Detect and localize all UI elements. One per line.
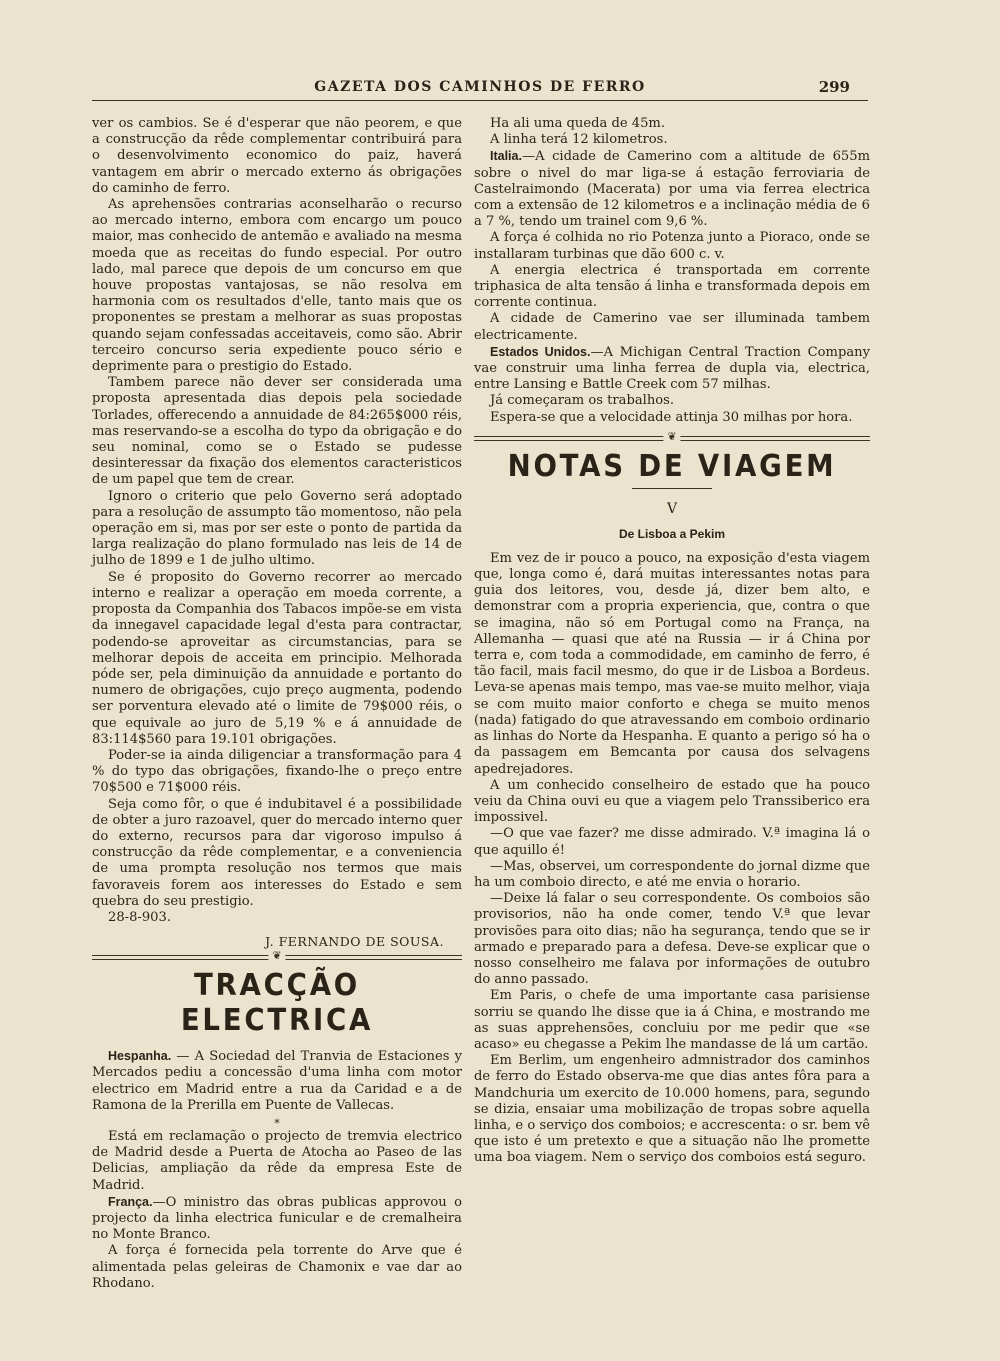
country-label: Estados Unidos.: [490, 344, 591, 359]
section-notas: [474, 429, 870, 489]
article-date: 28-8-903.: [108, 909, 171, 925]
paragraph: Tambem parece não dever ser considerada uma proposta apresentada dias depois pela sociedade Torlades, offerecendo a annuidade de 84:265$000 réis, mas reservando-se a escolha do typo da obrigação e do seu nominal, como se o Estado se pudesse desinteressar da fixação dos elementos caracteristicos de um papel que tem de crear.: [92, 375, 462, 488]
section-title: NOTAS DE VIAGEM: [507, 448, 837, 484]
paragraph: A linha terá 12 kilometros.: [490, 132, 668, 148]
paragraph: Ignoro o criterio que pelo Governo será adoptado para a resolução de assumpto tão momentoso, não pela operação em si, mas por ser este o ponto de partida da larga realização do plano formulado nas leis de 14 de julho de 1899 e 1 de julho ultimo.: [92, 488, 462, 569]
paragraph-text: —A Michigan Central Traction Company vae construir uma linha ferrea de dupla via, electrica, entre Lansing e Battle Creek com 57 milhas.: [474, 344, 870, 393]
paragraph-text: — A Sociedad del Tranvia de Estaciones y Mercados pediu a concessão d'uma linha com motor electrico em Madrid entre a rua da Caridad e a de Ramona de la Prerilla em Puente de Vallecas.: [92, 1049, 462, 1113]
paragraph: Em vez de ir pouco a pouco, na exposição d'esta viagem que, longa como é, dará muitas interessantes notas para guia dos leitores, vou, desde já, dizer bem alto, e demonstrar com a propria experiencia, que, contra o que se imagina, não só em Portugal como na França, na Allemanha — quasi que até na Russia — ir á China por terra e, com toda a commodidade, em caminho de ferro, é tão facil, mais facil mesmo, do que ir de Lisboa a Bordeus. Leva-se apenas mais tempo, mas vae-se muito melhor, viaja se com muito maior conforto e chega se muito menos (nada) fatigado do que atravessando em comboio ordinario as linhas do Norte da Hespanha. E quanto a perigo só ha o da passagem em Bemcanta por causa dos selvagens apedrejadores.: [474, 550, 870, 777]
paragraph: A força é colhida no rio Potenza junto a Pioraco, onde se installaram turbinas que dão 600 c. v.: [474, 230, 870, 262]
left-column: [92, 116, 462, 1292]
paragraph: A força é fornecida pela torrente do Arve que é alimentada pelas geleiras de Chamonix e vae dar ao Rhodano.: [92, 1243, 462, 1291]
paragraph: A energia electrica é transportada em corrente triphasica de alta tensão á linha e transformada depois em corrente continua.: [474, 262, 870, 311]
paragraph: —Mas, observei, um correspondente do jornal dizme que ha um comboio directo, e até me envia o horario.: [474, 858, 870, 890]
section-tracção: [92, 949, 462, 1039]
paragraph: A cidade de Camerino vae ser illuminada tambem electricamente.: [474, 311, 870, 343]
paragraph: Em Paris, o chefe de uma importante casa parisiense sorriu se quando lhe disse que ia á China, e mostrando me as suas apprehensões, concluiu por me pedir que «se acaso» eu chegasse a Pekim lhe mandasse de lá um cartão.: [474, 988, 870, 1052]
short-rule: [632, 488, 712, 489]
right-column: [474, 116, 870, 1167]
paragraph: Em Berlim, um engenheiro admnistrador dos caminhos de ferro do Estado observa-me que dias antes fôra para a Mandchuria um exercito de 10.000 homens, para, segundo se dizia, ensaiar uma mobilização de tropas sobre aquella linha, e o serviço dos comboios; e accrescenta: o sr. bem vê que isto é um pretexto e que a situação não lhe promette uma boa viagem. Nem o serviço dos comboios está seguro.: [474, 1053, 870, 1166]
paragraph-text: —O ministro das obras publicas approvou o projecto da linha electrica funicular e de cremalheira no Monte Branco.: [92, 1194, 462, 1243]
chapter-number: V: [666, 500, 678, 517]
page-number: 299: [818, 78, 850, 96]
country-label: Hespanha.: [108, 1049, 172, 1064]
paragraph-hespanha: [92, 1048, 462, 1114]
country-label: França.: [108, 1194, 153, 1209]
country-label: Italia.: [490, 149, 522, 164]
ornament-icon: ❦: [268, 949, 285, 962]
paragraph-franca: [92, 1194, 462, 1244]
paragraph: Poder-se ia ainda diligenciar a transformação para 4 % do typo das obrigações, fixando-lhe o preço entre 70$500 e 71$000 réis.: [92, 747, 462, 796]
header-title: GAZETA DOS CAMINHOS DE FERRO: [314, 79, 646, 95]
paragraph: Seja como fôr, o que é indubitavel é a possibilidade de obter a juro razoavel, quer do mercado interno quer do externo, recursos para dar vigoroso impulso á construcção da rêde complementar, e a conveniencia de uma prompta resolução nos termos que mais favoraveis forem aos interesses do Estado e sem quebra do seu prestigio.: [92, 796, 462, 909]
paragraph: —O que vae fazer? me disse admirado. V.ª imagina lá o que aquillo é!: [474, 826, 870, 858]
paragraph: ver os cambios. Se é d'esperar que não peorem, e que a construcção da rêde complementar contribuirá para o desenvolvimento economico do paiz, haverá vantagem em abrir o mercado externo ás obrigações do caminho de ferro.: [92, 116, 462, 196]
paragraph-estados-unidos: [474, 344, 870, 394]
paragraph: Já começaram os trabalhos.: [490, 393, 675, 409]
separator-star: *: [274, 1116, 280, 1130]
article-subtitle: De Lisboa a Pekim: [618, 526, 726, 541]
paragraph-text: —A cidade de Camerino com a altitude de 655m sobre o nivel do mar liga-se á estação ferroviaria de Castelraimondo (Macerata) por uma via ferrea electrica com a extensão de 12 kilometros e a inclinação média de 6 a 7 %, tendo um trainel com 9,6 %.: [474, 149, 870, 230]
paragraph: Se é proposito do Governo recorrer ao mercado interno e realizar a operação em moeda corrente, a proposta da Companhia dos Tabacos impõe-se em vista da innegavel capacidade legal d'esta para contractar, podendo-se aproveitar as circumstancias, para se melhorar depois de acceita em principio. Melhorada póde ser, pela diminuição da annuidade e portanto do numero de obrigações, cujo preço augmenta, podendo ser porventura elevado até o limite de 79$000 réis, o que equivale ao juro de 5,19 % e á annuidade de 83:114$560 para 19.101 obrigações.: [92, 569, 462, 747]
ornament-icon: ❦: [663, 430, 680, 443]
section-title: TRACÇÃO ELECTRICA: [180, 968, 374, 1039]
paragraph: —Deixe lá falar o seu correspondente. Os comboios são provisorios, não ha onde comer, tendo V.ª que levar provisões para oito dias; não ha segurança, tendo que se ir armado e preparado para a defesa. Deve-se explicar que o nosso conselheiro me falava por informações de outubro do anno passado.: [474, 891, 870, 988]
paragraph: A um conhecido conselheiro de estado que ha pouco veiu da China ouvi eu que a viagem pelo Transsiberico era impossivel.: [474, 777, 870, 826]
running-header: [92, 76, 868, 101]
author-signature: J. FERNANDO DE SOUSA.: [265, 934, 444, 950]
paragraph: Está em reclamação o projecto de tremvia electrico de Madrid desde a Puerta de Atocha ao Paseo de las Delicias, ampliação da rêde da empresa Este de Madrid.: [92, 1128, 462, 1193]
paragraph: Ha ali uma queda de 45m.: [490, 116, 665, 131]
paragraph-italia: [474, 148, 870, 230]
paragraph: As aprehensões contrarias aconselharão o recurso ao mercado interno, embora com encargo um pouco maior, mas conhecido de antemão e avaliado na mesma moeda que as receitas do fundo especial. Por outro lado, mal parece que depois de um concurso em que houve propostas vantajosas, se não resolva em harmonia com os resultados d'elle, tanto mais que os proponentes se prestam a melhorar as suas propostas quando sejam confessadas acceitaveis, como são. Abrir terceiro concurso seria expediente pouco sério e deprimente para o prestigio do Estado.: [92, 197, 462, 375]
paragraph: Espera-se que a velocidade attinja 30 milhas por hora.: [490, 409, 853, 425]
